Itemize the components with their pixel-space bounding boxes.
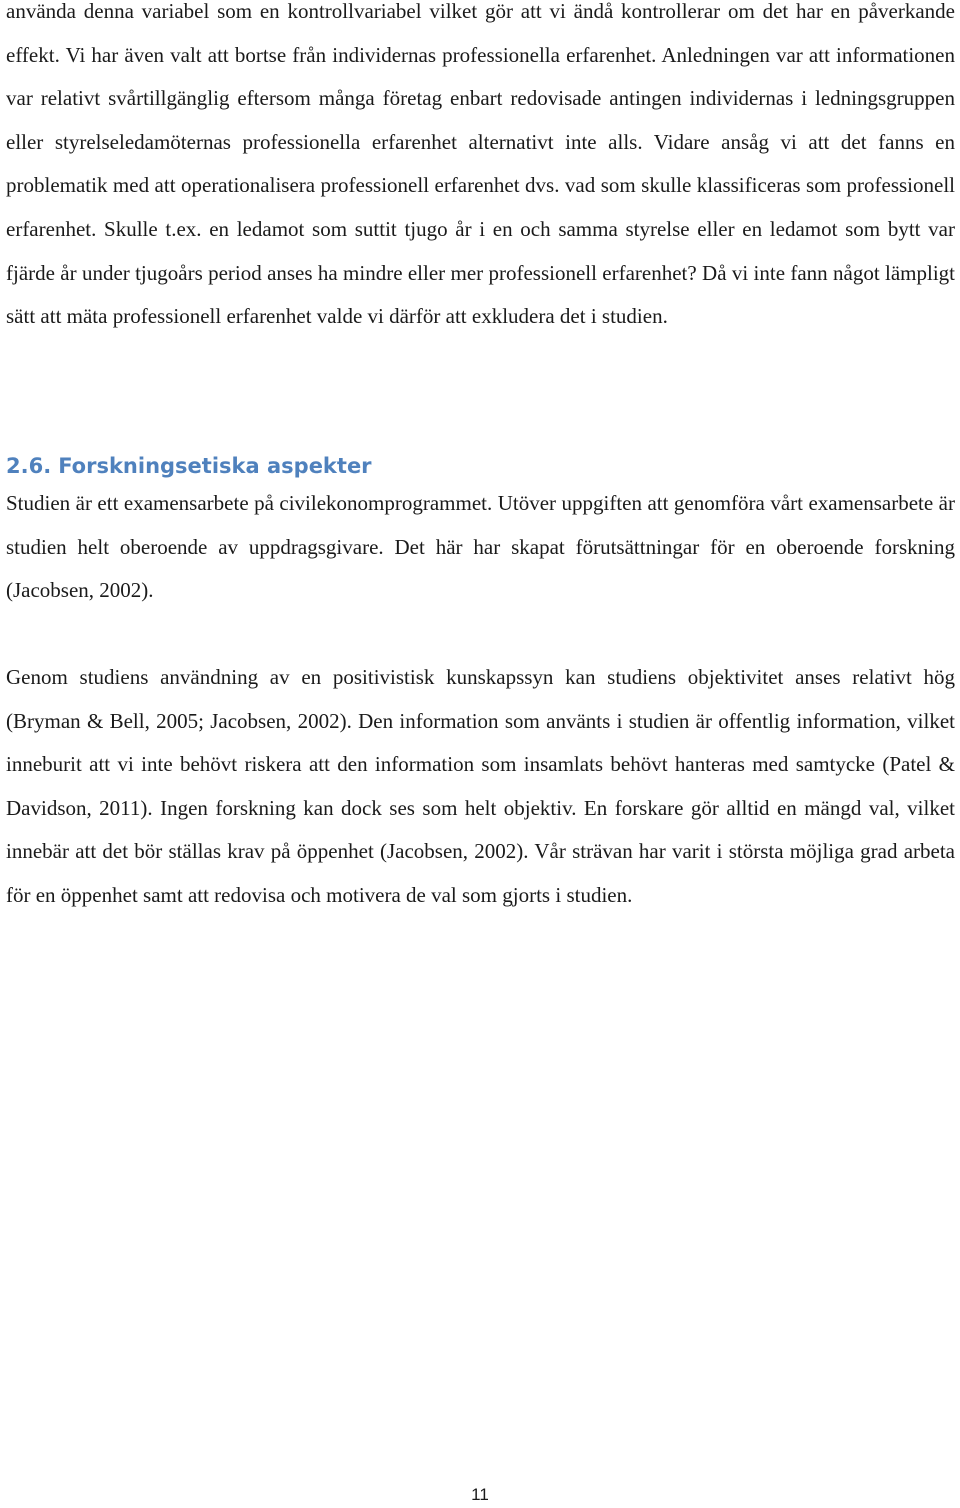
section-title: Forskningsetiska aspekter: [58, 454, 372, 478]
body-paragraph-variables: använda denna variabel som en kontrollvariabel vilket gör att vi ändå kontrollerar om det har en påverkande effekt. Vi har även valt att bortse från individernas professionella erfarenhet. Anledningen var att informationen var relativt svårtillgänglig eftersom många företag enbart redovisade antingen individernas i ledningsgruppen eller styrelseledamöternas professionella erfarenhet alternativt inte alls. Vidare ansåg vi att det fanns en problematik med att operationalisera professionell erfarenhet dvs. vad som skulle klassificeras som professionell erfarenhet. Skulle t.ex. en ledamot som suttit tjugo år i en och samma styrelse eller en ledamot som bytt var fjärde år under tjugoårs period anses ha mindre eller mer professionell erfarenhet? Då vi inte fann något lämpligt sätt att mäta professionell erfarenhet valde vi därför att exkludera det i studien.: [6, 0, 955, 329]
body-paragraph-independence: Studien är ett examensarbete på civilekonomprogrammet. Utöver uppgiften att genomföra vårt examensarbete är studien helt oberoende av uppdragsgivare. Det här har skapat förutsättningar för en oberoende forskning (Jacobsen, 2002).: [6, 491, 955, 603]
page-number: 11: [471, 1485, 489, 1504]
section-number: 2.6.: [6, 454, 52, 478]
body-paragraph-objectivity: Genom studiens användning av en positivistisk kunskapssyn kan studiens objektivitet anses relativt hög (Bryman & Bell, 2005; Jacobsen, 2002). Den information som använts i studien är offentlig information, vilket inneburit att vi inte behövt riskera att den information som insamlats behövt hanteras med samtycke (Patel & Davidson, 2011). Ingen forskning kan dock ses som helt objektiv. En forskare gör alltid en mängd val, vilket innebär att det bör ställas krav på öppenhet (Jacobsen, 2002). Vår strävan har varit i största möjliga grad arbeta för en öppenhet samt att redovisa och motivera de val som gjorts i studien.: [6, 665, 955, 907]
section-heading: [6, 451, 372, 481]
